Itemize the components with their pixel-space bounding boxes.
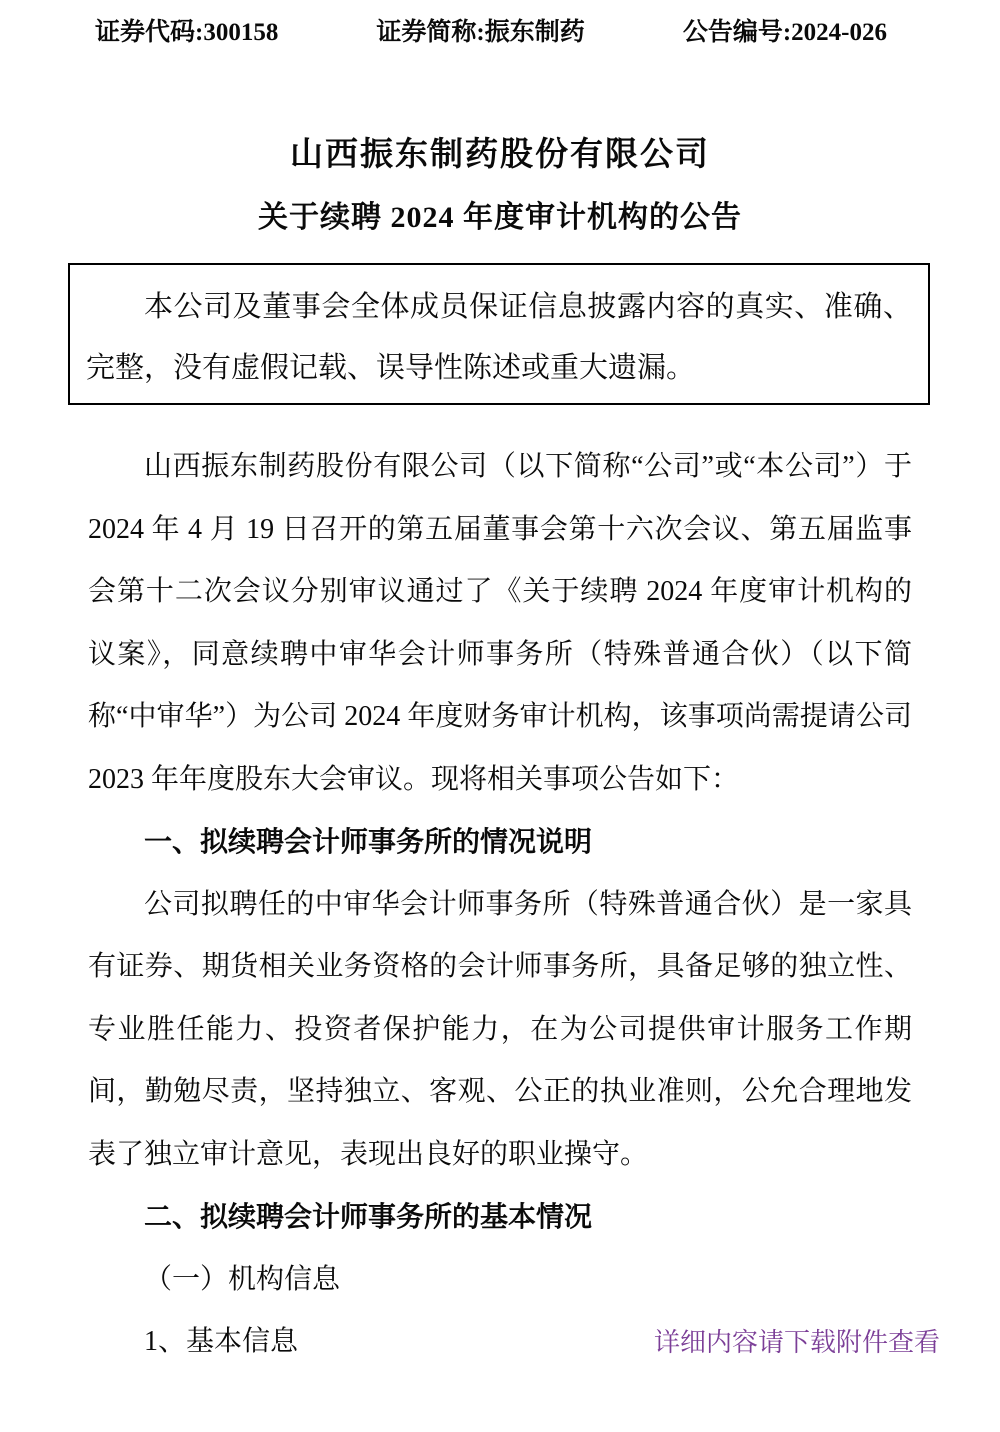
section-2-heading: 二、拟续聘会计师事务所的基本情况 bbox=[144, 1201, 593, 1232]
announcement-number: 公告编号:2024-026 bbox=[682, 19, 887, 46]
section-2-subheading-2: 1、基本信息 bbox=[144, 1326, 299, 1357]
intro-paragraph: 山西振东制药股份有限公司（以下简称“公司”或“本公司”）于 2024 年 4 月 19 日召开的第五届董事会第十六次会议、第五届监事会第十二次会议分别审议通过了《关于续聘 2024 年度审计机构的议案》，同意续聘中审华会计师事务所（特殊普通合伙）（以下简称“中审华”）为公司 2024 年度财务审计机构，该事项尚需提请公司 2023 年年度股东大会审议。现将相关事项公告如下： bbox=[88, 451, 912, 795]
disclaimer-text: 本公司及董事会全体成员保证信息披露内容的真实、准确、完整，没有虚假记载、误导性陈述或重大遗漏。 bbox=[86, 291, 912, 384]
stock-name: 证券简称:振东制药 bbox=[376, 19, 585, 46]
document-body bbox=[88, 436, 912, 1374]
attachment-download-link[interactable]: 详细内容请下载附件查看 bbox=[653, 1327, 940, 1357]
disclaimer-box bbox=[68, 263, 930, 405]
section-2-subheading-1: （一）机构信息 bbox=[144, 1263, 341, 1295]
stock-code: 证券代码:300158 bbox=[95, 19, 279, 46]
section-1-heading: 一、拟续聘会计师事务所的情况说明 bbox=[144, 826, 593, 857]
company-title: 山西振东制药股份有限公司 bbox=[290, 137, 710, 173]
announcement-title: 关于续聘 2024 年度审计机构的公告 bbox=[258, 201, 742, 234]
document-header bbox=[95, 12, 887, 48]
section-1-paragraph: 公司拟聘任的中审华会计师事务所（特殊普通合伙）是一家具有证券、期货相关业务资格的会计师事务所，具备足够的独立性、专业胜任能力、投资者保护能力，在为公司提供审计服务工作期间，勤勉尽责，坚持独立、客观、公正的执业准则，公允合理地发表了独立审计意见，表现出良好的职业操守。 bbox=[88, 888, 912, 1170]
